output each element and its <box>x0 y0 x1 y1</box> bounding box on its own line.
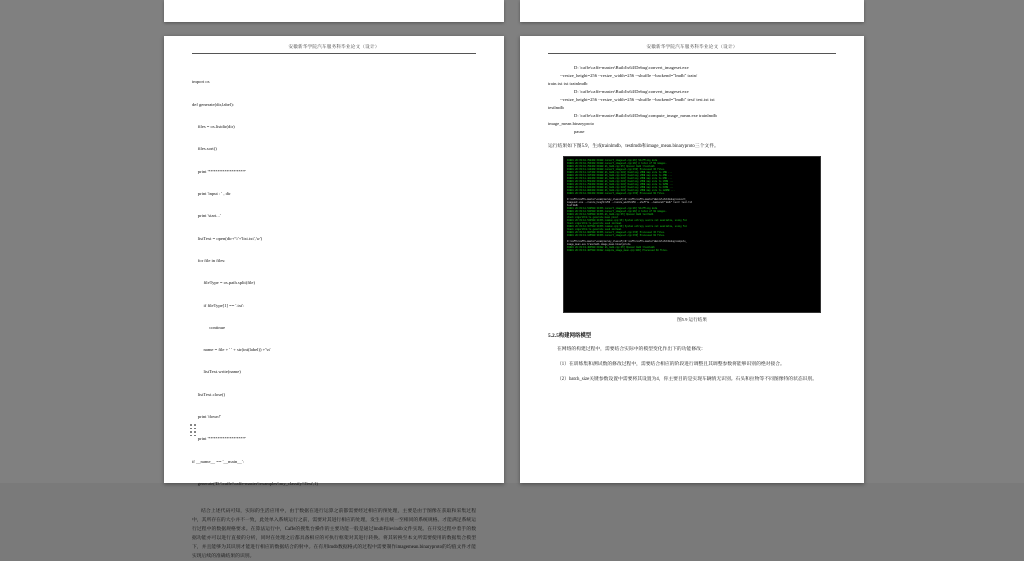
document-page-right[interactable] <box>520 36 864 483</box>
page-body-right <box>520 54 864 385</box>
code-line: if fileType[1] == '.txt': <box>192 303 244 308</box>
right-page-paragraph: 在网络的构建过程中，需要结合实际中的模型变化作出下的功能修改： <box>548 346 836 355</box>
code-line: continue <box>192 325 225 330</box>
result-note: 运行结果如下图5.9，生成trainlmdb、testlmdb和image_mean.binaryproto三个文件。 <box>548 143 836 151</box>
command-line: image_mean.binaryproto <box>548 120 836 128</box>
terminal-line: I0801 20:33:12.541500 31356 convert_imageset.cpp:89] A total of 60 images. <box>567 210 667 213</box>
terminal-line: I0801 20:33:11.841468 61988 db_lmdb.cpp:101] Doubling LMDB map size to 64MB ... <box>567 186 673 189</box>
code-line: import os <box>192 79 209 84</box>
terminal-line: lback algorithm to generate seed instead. <box>567 228 622 231</box>
code-line: for file in files: <box>192 258 225 263</box>
code-line: if __name__ == '__main__': <box>192 459 244 464</box>
terminal-line: I0801 20:33:13.407500 61992 compute_image_mean.cpp:108] Processed 60 files. <box>567 249 668 252</box>
code-line: print 'start...' <box>192 213 221 218</box>
command-line: D: \caffe\caffe-master\Build\x64\Debug\convert_imageset.exe <box>548 88 836 96</box>
left-page-paragraph: 结合上述代码可知，实际的生活应用中，由于数据在进行运算之前都需要经过相应的预处理，主要是由于图像在获取和采集过程中，其所存在的大小并不一致，此处单入系统运行之前，需要对其进行相应的处理，发生并且统一至相同的系统规格。才能满足系统运行过程中的数据规格要求。在算法运行中，Caffe的搜集台操作的主要功能一般是通过lmdb和levindb文件实现。在开发过程中着手的数据功能亦可以进行直接的分析，同时在处理之后都具备相应的可执行框架对其进行转换。将其转换至本文所需要使用的数据集合模型下，并且能够为其识别才能进行相应的数据结合的射中。在有用lmdb数据格式的过程中需要制作imagemean.binaryproto的均值文件才能实现后续的准确结果的识别。 <box>192 508 476 561</box>
code-line: listText.close() <box>192 392 225 397</box>
page-header-left: 安徽新华学院汽车服务科毕业论文（设计） <box>164 36 504 50</box>
code-line: files = os.listdir(dir) <box>192 124 235 129</box>
terminal-line: I0801 20:33:12.540500 31356 convert_imageset.cpp:86] Shuffling data <box>567 207 657 210</box>
page-header-right: 安徽新华学院汽车服务科毕业论文（设计） <box>520 36 864 50</box>
code-line: print 'down!' <box>192 414 221 419</box>
code-line: files.sort() <box>192 146 217 151</box>
terminal-line: I0801 20:33:11.114468 61988 convert_imageset.cpp:153] Processed 36 files. <box>567 168 665 171</box>
terminal-screenshot <box>563 156 821 313</box>
figure-caption: 图5.9 运行结果 <box>548 316 836 323</box>
code-line: generate('D:\\caffe\\caffe-master\\examples\\my_classify\\Test',1) <box>192 481 318 486</box>
code-line: def generate(dir,label): <box>192 102 234 107</box>
right-page-paragraph: （2）batch_size关键参数设置中需要将其设置为4，你主要目的是实现车辆情无识别。石头和拉物等不同图像特的状态识别。 <box>548 376 836 385</box>
previous-page-right-bottom <box>520 0 864 22</box>
code-line: print 'input : ' , dir <box>192 191 231 196</box>
command-line: testlmdb <box>548 104 836 112</box>
terminal-line: I0801 20:33:11.117468 61988 db_lmdb.cpp:101] Doubling LMDB map size to 2MB ... <box>567 171 672 174</box>
command-line: D: \caffe\caffe-master\Build\x64\Debug\compute_image_mean.exe trainlmdb <box>548 112 836 120</box>
command-line: pause <box>548 128 836 136</box>
code-line: print '****************' <box>192 169 246 174</box>
terminal-line: I0801 20:33:12.544500 31356 common.cpp:36] System entropy source not available, using fal <box>567 219 687 222</box>
code-line: name = file + ' ' + str(int(label)) +'\n' <box>192 347 270 352</box>
code-line: fileType = os.path.split(file) <box>192 280 255 285</box>
terminal-line: check algorithm to generate mean pixel <box>567 216 618 219</box>
previous-page-left-bottom <box>164 0 504 22</box>
terminal-line: lback algorithm to generate seed instead. <box>567 222 622 225</box>
terminal-line: D:\caffe\caffe-master\examples\my_classify>D:\caffe\caffe-master\Build\x64\Debug\compute_ <box>567 240 687 243</box>
terminal-line: image_mean.exe trainlmdb image_mean.binaryproto <box>567 243 630 246</box>
terminal-line: I0801 20:33:11.702468 61988 db_lmdb.cpp:101] Doubling LMDB map size to 32MB ... <box>567 183 673 186</box>
terminal-line: I0801 20:33:11.421468 61988 db_lmdb.cpp:101] Doubling LMDB map size to 8MB ... <box>567 177 672 180</box>
code-line: listText = open(dir+'\\'+'list.txt','w') <box>192 236 262 241</box>
terminal-line: I0801 20:33:12.003468 61988 db_lmdb.cpp:101] Doubling LMDB map size to 128MB ... <box>567 189 675 192</box>
command-line: --resize_height=256 --resize_width=256 --shuffle --backend="lmdb" test/ test.txt txt <box>548 96 836 104</box>
page-body-left <box>164 54 504 561</box>
code-block <box>192 64 476 503</box>
terminal-line: testlmdb <box>567 204 578 207</box>
terminal-line: I0801 20:33:10.704468 61988 db_lmdb.cpp:35] Opened lmdb trainlmdb <box>567 165 655 168</box>
terminal-line: I0801 20:33:11.552468 61988 db_lmdb.cpp:101] Doubling LMDB map size to 16MB ... <box>567 180 673 183</box>
terminal-line: I0801 20:33:11.317468 61988 db_lmdb.cpp:101] Doubling LMDB map size to 4MB ... <box>567 174 672 177</box>
right-page-paragraph: （1）在训练集和测试数的修改过程中，需要结合相应的阶段进行调整且其调整参数将能够识别的绝对接合。 <box>548 361 836 370</box>
command-line: train.txt txt trainlmdb <box>548 80 836 88</box>
terminal-line: I0801 20:33:12.667500 31356 common.cpp:36] System entropy source not available, using fal <box>567 225 687 228</box>
terminal-line: I0801 20:33:10.703468 61988 convert_imageset.cpp:89] A total of 60 images. <box>567 162 667 165</box>
code-line: print '****************' <box>192 436 246 441</box>
terminal-line: I0801 20:33:10.702468 61988 convert_imageset.cpp:86] Shuffling data <box>567 159 657 162</box>
section-title: 5.2.5构建网络模型 <box>548 332 836 340</box>
code-line: listText.write(name) <box>192 369 241 374</box>
command-line: --resize_height=256 --resize_width=256 --shuffle --backend="lmdb" train/ <box>548 72 836 80</box>
terminal-line: imageset.exe --resize_height=256 --resize_width=256 --shuffle --backend="lmdb" test/ test.txt <box>567 201 692 204</box>
drag-handle-icon[interactable] <box>190 424 197 437</box>
terminal-line: I0801 20:33:13.403500 61992 db_lmdb.cpp:35] Opened lmdb trainlmdb <box>567 246 655 249</box>
document-page-left[interactable] <box>164 36 504 483</box>
terminal-output <box>564 157 820 252</box>
terminal-line: I0801 20:33:12.543500 31356 db_lmdb.cpp:35] Opened lmdb testlmdb <box>567 213 653 216</box>
terminal-line: D:\caffe\caffe-master\examples\my_classify>D:\caffe\caffe-master\Build\x64\Debug\convert_ <box>567 198 687 201</box>
terminal-line: I0801 20:33:13.145500 31356 convert_imageset.cpp:153] Processed 60 files. <box>567 234 665 237</box>
command-line: D: \caffe\caffe-master\Build\x64\Debug\convert_imageset.exe <box>548 64 836 72</box>
terminal-line: I0801 20:33:12.331468 61988 convert_imageset.cpp:153] Processed 60 files. <box>567 192 665 195</box>
terminal-line: I0801 20:33:12.901500 31356 convert_imageset.cpp:153] Processed 36 files. <box>567 231 665 234</box>
command-block <box>548 64 836 136</box>
